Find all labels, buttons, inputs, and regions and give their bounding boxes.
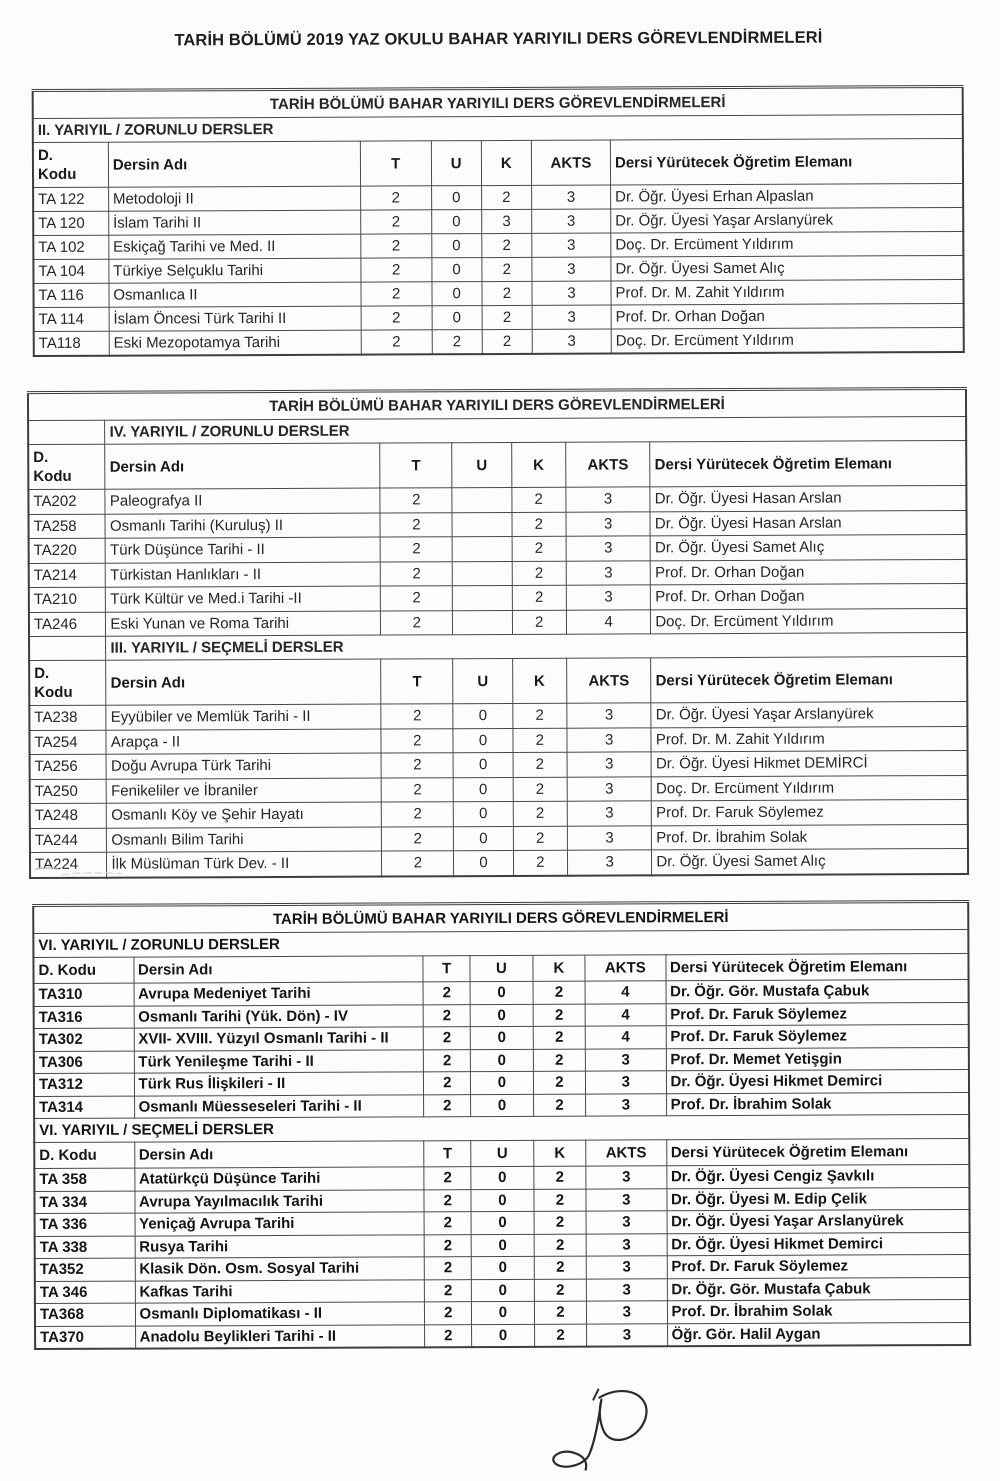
akts-value: 3 [532,281,611,305]
section-spacer-cell [28,420,105,444]
u-value: 0 [454,850,513,875]
akts-value: 3 [566,585,651,610]
column-header-u: U [431,141,481,186]
course-code: TA 336 [35,1213,135,1236]
k-value: 2 [534,1256,586,1279]
course-code: TA310 [34,983,134,1006]
u-value: 0 [471,1166,534,1189]
akts-value: 3 [586,1278,667,1301]
course-name: Osmanlı Köy ve Şehir Hayatı [107,802,382,828]
u-value: 0 [471,1256,534,1279]
table-title: TARİH BÖLÜMÜ BAHAR YARIYILI DERS GÖREVLENDİRMELERİ [33,86,963,118]
course-name: Avrupa Medeniyet Tarihi [134,982,424,1006]
t-value: 2 [380,537,452,562]
u-value [453,536,512,561]
u-value: 0 [454,801,513,826]
course-code: TA220 [29,538,106,563]
instructor-name: Dr. Öğr. Üyesi Samet Alıç [650,534,966,560]
column-header-t: T [423,956,470,982]
course-code: TA250 [30,779,107,804]
instructor-name: Dr. Öğr. Üyesi Erhan Alpaslan [611,183,964,209]
course-code: TA210 [29,587,106,612]
course-table-1 [32,85,965,357]
section-label: II. YARIYIL / ZORUNLU DERSLER [33,114,963,142]
instructor-name: Prof. Dr. Faruk Söylemez [667,1254,970,1278]
k-value: 2 [533,1094,585,1117]
column-header-t: T [360,141,431,186]
table-title: TARİH BÖLÜMÜ BAHAR YARIYILI DERS GÖREVLENDİRMELERİ [33,901,968,933]
instructor-name: Doç. Dr. Ercüment Yıldırım [651,775,967,801]
column-header-code: D. Kodu [28,444,105,489]
column-header-name: Dersin Adı [106,659,381,705]
table-title: TARİH BÖLÜMÜ BAHAR YARIYILI DERS GÖREVLENDİRMELERİ [28,388,966,420]
u-value: 0 [471,1211,534,1234]
u-value: 0 [471,1071,534,1094]
course-name: Atatürkçü Düşünce Tarihi [134,1167,424,1191]
column-header-instructor: Dersi Yürütecek Öğretim Elemanı [665,953,968,980]
u-value: 0 [454,826,513,851]
k-value: 2 [512,585,566,610]
k-value: 2 [513,850,567,875]
course-name: Doğu Avrupa Türk Tarihi [106,753,381,779]
u-value: 0 [471,1279,534,1302]
course-row [34,327,964,356]
instructor-name: Öğr. Gör. Halil Aygan [667,1322,970,1346]
t-value: 2 [424,1049,471,1072]
course-name: Eyyübiler ve Memlük Tarihi - II [106,704,381,730]
course-name: Türkistan Hanlıkları - II [106,562,381,588]
column-header-code: D. Kodu [29,660,106,705]
k-value: 2 [512,536,566,561]
u-value: 0 [472,1324,535,1347]
course-name: Fenikeliler ve İbraniler [107,778,382,804]
akts-value: 4 [585,981,666,1004]
page-title: TARİH BÖLÜMÜ 2019 YAZ OKULU BAHAR YARIYILI DERS GÖREVLENDİRMELERİ [174,28,823,50]
t-value: 2 [361,234,432,258]
course-name: Osmanlı Tarihi (Yük. Dön) - IV [134,1004,424,1028]
k-value: 2 [533,981,585,1004]
akts-value: 3 [567,776,652,801]
akts-value: 3 [532,185,611,209]
instructor-name: Prof. Dr. Orhan Doğan [611,303,964,329]
instructor-name: Doç. Dr. Ercüment Yıldırım [611,231,964,257]
section-label: VI. YARIYIL / SEÇMELİ DERSLER [34,1114,969,1142]
t-value: 2 [361,258,432,282]
instructor-name: Prof. Dr. Faruk Söylemez [666,1002,969,1026]
column-header-instructor: Dersi Yürütecek Öğretim Elemanı [651,656,967,702]
column-header-t: T [424,1141,471,1167]
k-value: 2 [534,1301,586,1324]
course-code: TA 346 [35,1281,135,1304]
t-value: 2 [425,1279,472,1302]
u-value: 0 [431,234,481,258]
akts-value: 3 [586,1233,667,1256]
course-code: TA302 [34,1028,134,1051]
instructor-name: Dr. Öğr. Üyesi Cengiz Şavkılı [666,1164,969,1188]
course-code: TA244 [30,828,107,853]
t-value: 2 [380,561,452,586]
k-value: 2 [534,1279,586,1302]
u-value: 0 [431,282,481,306]
u-value: 0 [453,752,512,777]
signature-icon [542,1385,664,1474]
akts-value: 4 [566,609,651,634]
k-value: 2 [511,487,565,512]
instructor-name: Dr. Öğr. Üyesi Hasan Arslan [650,510,966,536]
t-value: 2 [424,1167,471,1190]
table-region-semester-6 [32,900,971,1350]
u-value: 0 [470,1004,533,1027]
instructor-name: Prof. Dr. İbrahim Solak [652,824,968,850]
course-code: TA 358 [34,1168,134,1191]
akts-value: 3 [567,703,652,728]
instructor-name: Prof. Dr. İbrahim Solak [666,1092,969,1116]
k-value: 2 [513,826,567,851]
u-value: 0 [431,186,481,210]
instructor-name: Prof. Dr. Memet Yetişgin [666,1047,969,1071]
k-value: 2 [533,1026,585,1049]
section-label: III. YARIYIL / SEÇMELİ DERSLER [106,632,967,660]
column-header-u: U [470,955,533,981]
section-spacer-cell [29,636,106,660]
course-code: TA 120 [33,211,108,235]
instructor-name: Dr. Öğr. Üyesi M. Edip Çelik [666,1187,969,1211]
instructor-name: Dr. Öğr. Üyesi Samet Alıç [652,848,968,874]
k-value: 2 [512,512,566,537]
t-value: 2 [423,982,470,1005]
akts-value: 3 [567,825,652,850]
k-value: 2 [482,281,532,305]
course-name: Paleografya II [105,488,380,514]
column-header-akts: AKTS [567,658,652,703]
u-value: 0 [471,1189,534,1212]
t-value: 2 [424,1004,471,1027]
course-name: XVII- XVIII. Yüzyıl Osmanlı Tarihi - II [134,1027,424,1051]
k-value: 2 [534,1324,586,1347]
u-value: 0 [470,1026,533,1049]
column-header-u: U [471,1140,534,1166]
course-code: TA258 [28,514,105,539]
course-code: TA 116 [33,283,108,307]
akts-value: 4 [585,1026,666,1049]
pencil-smudge-strokes [32,862,127,882]
column-header-name: Dersin Adı [108,141,360,187]
course-row [30,848,968,877]
t-value: 2 [425,1302,472,1325]
k-value: 3 [481,209,531,233]
akts-value: 3 [587,1301,668,1324]
t-value: 2 [424,1212,471,1235]
akts-value: 3 [586,1256,667,1279]
u-value: 2 [432,330,482,355]
u-value: 0 [454,777,513,802]
u-value [452,512,511,537]
akts-value: 3 [566,536,651,561]
course-name: Klasik Dön. Osm. Sosyal Tarihi [135,1257,425,1281]
course-code: TA312 [34,1073,134,1096]
course-code: TA306 [34,1051,134,1074]
u-value: 0 [453,703,512,728]
k-value: 2 [533,1049,585,1072]
course-name: Türkiye Selçuklu Tarihi [109,258,361,283]
course-name: Osmanlı Tarihi (Kuruluş) II [105,513,380,539]
k-value: 2 [513,752,567,777]
instructor-name: Dr. Öğr. Gör. Mustafa Çabuk [666,979,969,1003]
k-value: 2 [482,305,532,329]
course-name: Eskiçağ Tarihi ve Med. II [109,234,361,259]
u-value: 0 [471,1094,534,1117]
column-header-u: U [452,442,511,487]
u-value: 0 [470,981,533,1004]
t-value: 2 [424,1072,471,1095]
course-code: TA370 [35,1326,135,1349]
t-value: 2 [424,1094,471,1117]
instructor-name: Dr. Öğr. Gör. Mustafa Çabuk [667,1277,970,1301]
table-region-semester-2 [32,85,965,357]
u-value: 0 [431,258,481,282]
course-code: TA214 [29,563,106,588]
column-header-u: U [453,658,512,703]
instructor-name: Dr. Öğr. Üyesi Hikmet Demirci [667,1232,970,1256]
course-code: TA202 [28,489,105,514]
t-value: 2 [361,282,432,306]
column-header-k: K [512,658,567,703]
k-value: 2 [482,257,532,281]
column-header-code: D. Kodu [33,957,133,983]
instructor-name: Prof. Dr. Faruk Söylemez [652,799,968,825]
column-header-k: K [533,1140,585,1166]
instructor-name: Dr. Öğr. Üyesi Yaşar Arslanyürek [667,1209,970,1233]
t-value: 2 [382,851,454,876]
k-value: 2 [533,1071,585,1094]
instructor-name: Doç. Dr. Ercüment Yıldırım [611,327,964,353]
t-value: 2 [381,586,453,611]
t-value: 2 [381,704,453,729]
akts-value: 3 [532,209,611,233]
k-value: 2 [481,185,531,209]
course-code: TA 104 [33,259,108,283]
k-value: 2 [533,1004,585,1027]
t-value: 2 [380,488,452,513]
akts-value: 3 [567,752,652,777]
t-value: 2 [424,1189,471,1212]
course-code: TA 334 [34,1191,134,1214]
course-name: İslam Öncesi Türk Tarihi II [109,306,361,331]
course-name: Avrupa Yayılmacılık Tarihi [134,1189,424,1213]
instructor-name: Prof. Dr. M. Zahit Yıldırım [611,279,964,305]
akts-value: 3 [567,850,652,875]
u-value: 0 [431,210,481,234]
column-header-instructor: Dersi Yürütecek Öğretim Elemanı [610,138,963,185]
instructor-name: Dr. Öğr. Üyesi Hikmet Demirci [666,1069,969,1093]
u-value: 0 [471,1234,534,1257]
t-value: 2 [381,753,453,778]
column-header-akts: AKTS [566,442,651,487]
u-value: 0 [472,1301,535,1324]
akts-value: 3 [567,801,652,826]
column-header-code: D. Kodu [34,1142,134,1168]
course-name: Anadolu Beylikleri Tarihi - II [135,1324,425,1348]
t-value: 2 [382,826,454,851]
instructor-name: Dr. Öğr. Üyesi Yaşar Arslanyürek [651,701,967,727]
column-header-t: T [381,659,453,704]
t-value: 2 [425,1257,472,1280]
u-value: 0 [432,306,482,330]
instructor-name: Prof. Dr. Orhan Doğan [651,559,967,585]
column-header-name: Dersin Adı [134,1141,424,1168]
u-value [453,561,512,586]
t-value: 2 [380,512,452,537]
column-header-k: K [533,955,585,981]
akts-value: 3 [532,305,611,329]
course-code: TA 122 [33,187,108,211]
t-value: 2 [425,1234,472,1257]
akts-value: 3 [566,511,651,536]
u-value [452,487,511,512]
course-code: TA246 [29,612,106,637]
course-code: TA254 [29,730,106,755]
course-code: TA316 [34,1006,134,1029]
t-value: 2 [381,802,453,827]
course-code: TA238 [29,705,106,730]
course-name: Osmanlı Bilim Tarihi [107,827,382,853]
column-header-code: D. Kodu [33,142,109,187]
akts-value: 3 [586,1211,667,1234]
u-value [453,585,512,610]
t-value: 2 [425,1324,472,1347]
course-code: TA224 [30,852,107,877]
section-label: IV. YARIYIL / ZORUNLU DERSLER [105,416,966,444]
pencil-smudge [32,862,127,882]
u-value: 0 [453,728,512,753]
k-value: 2 [513,801,567,826]
akts-value: 3 [567,727,652,752]
akts-value: 3 [586,1093,667,1116]
course-code: TA256 [30,754,107,779]
course-name: İlk Müslüman Türk Dev. - II [107,851,382,877]
course-code: TA352 [35,1258,135,1281]
column-header-name: Dersin Adı [133,956,423,983]
akts-value: 4 [585,1003,666,1026]
t-value: 2 [424,1027,471,1050]
instructor-name: Dr. Öğr. Üyesi Yaşar Arslanyürek [611,207,964,233]
instructor-name: Dr. Öğr. Üyesi Samet Alıç [611,255,964,281]
k-value: 2 [513,777,567,802]
course-name: İslam Tarihi II [109,210,361,235]
course-name: Kafkas Tarihi [135,1279,425,1303]
column-header-akts: AKTS [531,140,610,185]
signature [542,1385,664,1474]
course-code: TA 338 [35,1236,135,1259]
column-header-name: Dersin Adı [105,443,380,489]
k-value: 2 [534,1166,586,1189]
course-name: Türk Kültür ve Med.i Tarihi -II [106,586,381,612]
t-value: 2 [361,210,432,234]
akts-value: 3 [586,1071,667,1094]
course-name: Osmanlı Diplomatikası - II [135,1302,425,1326]
instructor-name: Prof. Dr. M. Zahit Yıldırım [651,726,967,752]
course-name: Osmanlı Müesseseleri Tarihi - II [134,1094,424,1118]
course-code: TA 114 [34,307,109,331]
course-name: Türk Rus İlişkileri - II [134,1072,424,1096]
k-value: 2 [534,1211,586,1234]
course-name: Eski Yunan ve Roma Tarihi [106,611,381,637]
section-label: VI. YARIYIL / ZORUNLU DERSLER [33,929,968,957]
course-name: Osmanlıca II [109,282,361,307]
k-value: 2 [482,329,532,354]
instructor-name: Prof. Dr. Orhan Doğan [651,583,967,609]
k-value: 2 [512,610,566,635]
course-row [35,1322,970,1349]
akts-value: 3 [585,1048,666,1071]
course-code: TA 102 [33,235,108,259]
course-table-3 [32,900,971,1350]
u-value: 0 [470,1049,533,1072]
course-name: Türk Yenileşme Tarihi - II [134,1049,424,1073]
column-header-k: K [511,442,566,487]
t-value: 2 [360,186,431,210]
akts-value: 3 [532,233,611,257]
course-name: Eski Mezopotamya Tarihi [109,330,361,356]
k-value: 2 [534,1234,586,1257]
k-value: 2 [534,1189,586,1212]
akts-value: 3 [586,1188,667,1211]
k-value: 2 [512,703,566,728]
column-header-k: K [481,140,531,185]
course-code: TA118 [34,331,109,356]
u-value [453,610,512,635]
instructor-name: Prof. Dr. Faruk Söylemez [666,1024,969,1048]
course-name: Rusya Tarihi [135,1234,425,1258]
k-value: 2 [512,561,566,586]
akts-value: 3 [586,1166,667,1189]
column-header-akts: AKTS [585,955,666,981]
instructor-name: Dr. Öğr. Üyesi Hikmet DEMİRCİ [651,750,967,776]
instructor-name: Prof. Dr. İbrahim Solak [667,1299,970,1323]
t-value: 2 [381,728,453,753]
k-value: 2 [512,728,566,753]
course-code: TA248 [30,803,107,828]
course-name: Metodoloji II [108,186,360,211]
course-name: Türk Düşünce Tarihi - II [106,537,381,563]
t-value: 2 [381,610,453,635]
akts-value: 3 [532,257,611,281]
t-value: 2 [381,777,453,802]
akts-value: 3 [566,560,651,585]
column-header-instructor: Dersi Yürütecek Öğretim Elemanı [650,440,966,486]
column-header-instructor: Dersi Yürütecek Öğretim Elemanı [666,1138,969,1165]
course-name: Arapça - II [106,729,381,755]
table-region-semesters-4-3 [27,387,969,879]
course-code: TA314 [34,1096,134,1119]
course-table-2 [27,387,969,879]
akts-value: 3 [532,329,611,354]
t-value: 2 [361,306,432,330]
k-value: 2 [482,233,532,257]
akts-value: 3 [566,487,651,512]
course-name: Yeniçağ Avrupa Tarihi [135,1212,425,1236]
course-code: TA368 [35,1303,135,1326]
instructor-name: Dr. Öğr. Üyesi Hasan Arslan [650,485,966,511]
column-header-akts: AKTS [586,1140,667,1166]
t-value: 2 [361,330,432,355]
instructor-name: Doç. Dr. Ercüment Yıldırım [651,608,967,634]
akts-value: 3 [587,1323,668,1346]
column-header-t: T [380,443,452,488]
